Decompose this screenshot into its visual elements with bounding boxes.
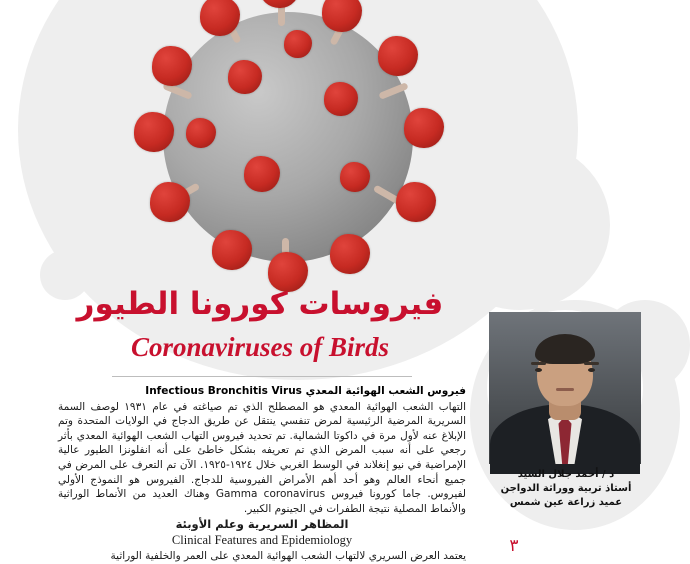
virus-spike [340, 162, 370, 192]
portrait-mouth [556, 388, 574, 391]
author-affiliation: عميد زراعة عين شمس [509, 497, 623, 508]
virus-spike [396, 182, 436, 222]
article-body [58, 384, 466, 564]
author-title: أستاذ تربية ووراثة الدواجن [500, 483, 632, 494]
section-heading-english: Clinical Features and Epidemiology [171, 532, 353, 547]
virus-spike [284, 30, 312, 58]
author-portrait [489, 312, 641, 464]
virus-spike [212, 230, 252, 270]
virus-spike [330, 234, 370, 274]
virus-spike [378, 36, 418, 76]
virus-spike [152, 46, 192, 86]
portrait-eyebrow-left [531, 362, 546, 365]
portrait-eye-right [588, 368, 595, 372]
virus-spike [260, 0, 300, 8]
title-divider [112, 376, 412, 377]
author-name: د / أحمد جلال السيد [517, 469, 615, 480]
virus-spike [244, 156, 280, 192]
author-caption [470, 468, 662, 510]
portrait-eye-left [535, 368, 542, 372]
virus-spike [324, 82, 358, 116]
page-title-arabic: فيروسات كورونا الطيور [76, 286, 444, 322]
virus-spike [228, 60, 262, 94]
virus-spike [322, 0, 362, 32]
virus-spike [134, 112, 174, 152]
coronavirus-illustration [78, 0, 498, 290]
article-paragraph: التهاب الشعب الهوائية المعدي هو المصطلح الذي تم صياغته في عام ١٩٣١ لوصف السمة السريرية المرضية الرئيسية لمرض تنفسي ينتقل عن طريق الدجاج في الولايات المتحدة وتم الإبلاغ عنه لأول مرة في داكوتا الشمالية. تم تحديد فيروس التهاب الشعب الهوائية المعدي بأثر رجعي على أنه سبب المرض الذي تم تعريفه بشكل خاطئ على أنه انفلونزا الطيور عالية الإمراضية في نيو إنغلاند في الوسط الغربي خلال ١٩٢٤-١٩٢٥. الآن تم التعرف على المرض في جميع أنحاء العالم وهو أحد أهم الأمراض الفيروسية للدجاج. الفيروس هو النموذج الأولي لفيروس. جاما كورونا فيروس Gamma coronavirus وهناك العديد من الأنماط الوراثية والأنماط المصلية نتيجة الطفرات في الجينوم الكبير. [58, 400, 467, 515]
page-title-english: Coronaviruses of Birds [130, 332, 390, 362]
section-heading-arabic: المظاهر السريرية وعلم الأوبئة [175, 517, 349, 532]
page-number: ٣ [509, 536, 519, 556]
virus-spike [404, 108, 444, 148]
section-paragraph: يعتمد العرض السريري لالتهاب الشعب الهوائية المعدي على العمر والخلفية الوراثية [110, 549, 466, 562]
virus-spike [150, 182, 190, 222]
virus-spike [186, 118, 216, 148]
article-lead-heading: فيروس الشعب الهوائية المعدي Infectious Bronchitis Virus [145, 385, 466, 397]
portrait-eyebrow-right [584, 362, 599, 365]
